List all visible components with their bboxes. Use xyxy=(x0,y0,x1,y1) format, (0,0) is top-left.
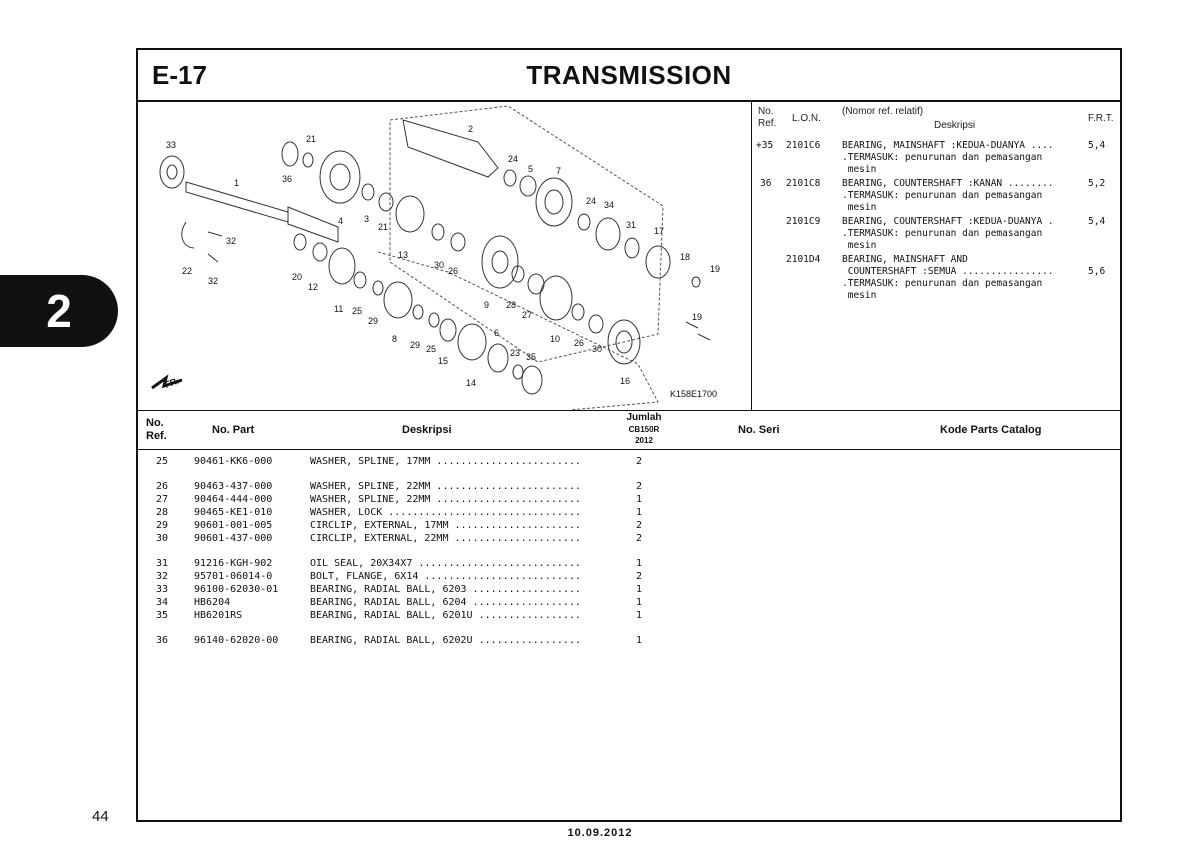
notes-header-desc-top: (Nomor ref. relatif) xyxy=(842,106,924,117)
callout-label: 26 xyxy=(574,338,585,348)
note-lon: 2101C8 xyxy=(786,178,821,189)
callout-label: 5 xyxy=(528,164,534,174)
callout-label: 6 xyxy=(494,328,500,338)
note-line: mesin xyxy=(842,164,877,175)
note-lon: 2101D4 xyxy=(786,254,821,265)
table-row: 31 91216-KGH-902 OIL SEAL, 20X34X7 ........................... 1 xyxy=(156,558,643,569)
header-jumlah: Jumlah xyxy=(626,412,662,423)
callout-label: 24 xyxy=(508,154,519,164)
note-lon: 2101C6 xyxy=(786,140,821,151)
notes-header-ref: No. Ref. xyxy=(758,106,777,129)
callout-label: 7 xyxy=(556,166,562,176)
table-row: 25 90461-KK6-000 WASHER, SPLINE, 17MM ........................ 2 xyxy=(156,456,643,467)
note-frt: 5,4 xyxy=(1088,140,1106,151)
note-line: mesin xyxy=(842,290,877,301)
note-line: BEARING, MAINSHAFT AND xyxy=(842,254,968,265)
callout-label: 8 xyxy=(392,334,398,344)
callout-label: 21 xyxy=(378,222,389,232)
callout-label: 30 xyxy=(434,260,445,270)
header-no-seri: No. Seri xyxy=(738,424,780,436)
catalog-page-frame xyxy=(136,48,1122,822)
callout-label: 29 xyxy=(410,340,421,350)
callout-label: 17 xyxy=(654,226,665,236)
header-deskripsi: Deskripsi xyxy=(402,424,452,436)
callout-label: 1 xyxy=(234,178,240,188)
exploded-diagram xyxy=(138,102,752,410)
callout-label: 9 xyxy=(484,300,490,310)
print-date: 10.09.2012 xyxy=(567,827,633,839)
note-line: mesin xyxy=(842,202,877,213)
callout-label: 18 xyxy=(680,252,691,262)
table-row: 30 90601-437-000 CIRCLIP, EXTERNAL, 22MM ..................... 2 xyxy=(156,533,643,544)
callout-label: 25 xyxy=(352,306,363,316)
callout-label: 12 xyxy=(308,282,319,292)
note-line: .TERMASUK: penurunan dan pemasangan xyxy=(842,278,1043,289)
note-line: COUNTERSHAFT :SEMUA ................ xyxy=(842,266,1054,277)
parts-table-header xyxy=(138,410,1120,450)
table-row: 34 HB6204 BEARING, RADIAL BALL, 6204 .................. 1 xyxy=(156,597,643,608)
table-row: 27 90464-444-000 WASHER, SPLINE, 22MM ........................ 1 xyxy=(156,494,643,505)
diagram-callouts xyxy=(166,124,720,388)
callout-label: 25 xyxy=(426,344,437,354)
callout-label: 32 xyxy=(208,276,219,286)
callout-label: 16 xyxy=(620,376,631,386)
callout-label: 30 xyxy=(592,344,603,354)
callout-label: 19 xyxy=(710,264,721,274)
callout-label: 19 xyxy=(692,312,703,322)
note-line: BEARING, COUNTERSHAFT :KANAN ........ xyxy=(842,178,1054,189)
note-line: .TERMASUK: penurunan dan pemasangan xyxy=(842,152,1043,163)
callout-label: 23 xyxy=(510,348,521,358)
note-line: mesin xyxy=(842,240,877,251)
note-line: .TERMASUK: penurunan dan pemasangan xyxy=(842,228,1043,239)
table-row: 26 90463-437-000 WASHER, SPLINE, 22MM ........................ 2 xyxy=(156,481,643,492)
notes-header-lon: L.O.N. xyxy=(792,113,821,124)
callout-label: 24 xyxy=(586,196,597,206)
table-row: 32 95701-06014-0 BOLT, FLANGE, 6X14 .......................... 2 xyxy=(156,571,643,582)
notes-header-desc: Deskripsi xyxy=(934,120,976,131)
title-bar xyxy=(138,50,1120,102)
callout-label: 34 xyxy=(604,200,615,210)
callout-label: 11 xyxy=(334,304,344,314)
callout-label: 10 xyxy=(550,334,561,344)
callout-label: 2 xyxy=(468,124,474,134)
table-row: 35 HB6201RS BEARING, RADIAL BALL, 6201U ................. 1 xyxy=(156,610,643,621)
callout-label: 4 xyxy=(338,216,344,226)
callout-label: 28 xyxy=(506,300,517,310)
note-frt: 5,2 xyxy=(1088,178,1106,189)
figure-code: K158E1700 xyxy=(670,389,718,399)
callout-label: 21 xyxy=(306,134,317,144)
page-title: TRANSMISSION xyxy=(526,60,732,90)
note-frt: 5,4 xyxy=(1088,216,1106,227)
page-number: 44 xyxy=(92,808,109,825)
notes-header-frt: F.R.T. xyxy=(1088,113,1114,124)
callout-label: 27 xyxy=(522,310,533,320)
callout-label: 33 xyxy=(166,140,177,150)
callout-label: 22 xyxy=(182,266,193,276)
header-no-ref: No. Ref. xyxy=(146,417,167,442)
header-model: CB150R xyxy=(628,425,660,434)
note-line: BEARING, COUNTERSHAFT :KEDUA-DUANYA . xyxy=(842,216,1054,227)
labor-notes-panel xyxy=(752,102,1120,410)
callout-label: 15 xyxy=(438,356,449,366)
callout-label: 35 xyxy=(526,352,537,362)
note-line: .TERMASUK: penurunan dan pemasangan xyxy=(842,190,1043,201)
note-lon: 2101C9 xyxy=(786,216,821,227)
note-frt: 5,6 xyxy=(1088,266,1106,277)
callout-label: 36 xyxy=(282,174,293,184)
callout-label: 14 xyxy=(466,378,477,388)
note-line: BEARING, MAINSHAFT :KEDUA-DUANYA .... xyxy=(842,140,1054,151)
header-year: 2012 xyxy=(635,436,653,445)
callout-label: 13 xyxy=(398,250,409,260)
table-row: 33 96100-62030-01 BEARING, RADIAL BALL, 6203 .................. 1 xyxy=(156,584,643,595)
callout-label: 29 xyxy=(368,316,379,326)
transmission-illustration xyxy=(138,102,750,410)
section-tab: 2 xyxy=(0,275,118,347)
callout-label: 31 xyxy=(626,220,637,230)
section-code: E-17 xyxy=(152,60,207,90)
table-row: 28 90465-KE1-010 WASHER, LOCK ................................ 1 xyxy=(156,507,643,518)
table-row: 36 96140-62020-00 BEARING, RADIAL BALL, 6202U ................. 1 xyxy=(156,635,643,646)
callout-label: 20 xyxy=(292,272,303,282)
header-kode-parts: Kode Parts Catalog xyxy=(940,424,1042,436)
table-row: 29 90601-001-005 CIRCLIP, EXTERNAL, 17MM ..................... 2 xyxy=(156,520,643,531)
callout-label: 3 xyxy=(364,214,370,224)
note-ref: +35 xyxy=(756,140,774,151)
callout-label: 26 xyxy=(448,266,459,276)
note-ref: 36 xyxy=(760,178,772,189)
header-no-part: No. Part xyxy=(212,424,255,436)
front-arrow-label: FR. xyxy=(163,375,181,390)
callout-label: 32 xyxy=(226,236,237,246)
